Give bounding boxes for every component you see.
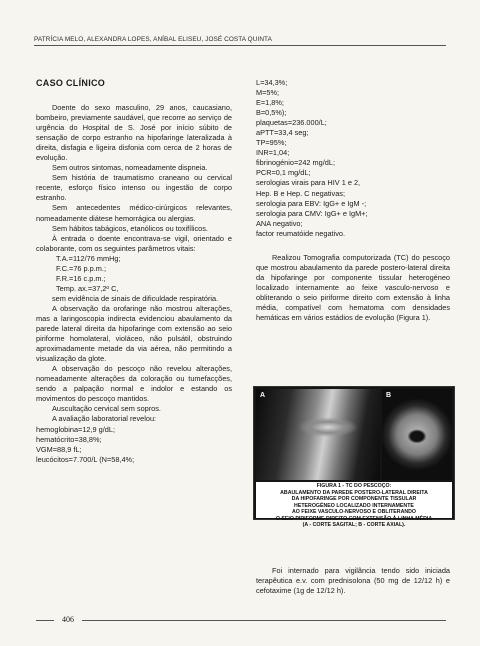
- lab-platelets: plaquetas=236.000/L;: [256, 118, 327, 128]
- paragraph-oropharynx: A observação da orofaringe não mostrou alterações, mas a laringoscopia indirecta evidenciou abaulamento da parede lateral direita da hipofaringe com extensão ao seio piriforme homolateral, violáceo, não pulsátil, obstruindo aproximadamente metade da via aérea, não permitindo a visualização da glote.: [36, 303, 232, 364]
- lab-hemoglobin: hemoglobina=12,9 g/dL;: [36, 424, 116, 434]
- lab-ebv-serology: serologia para EBV: IgG+ e IgM -;: [256, 198, 367, 208]
- right-column: [256, 78, 450, 323]
- panel-label-a: A: [260, 392, 266, 399]
- paragraph-antecedents: Sem antecedentes médico-cirúrgicos relevantes, nomeadamente diátese hemorrágica ou alergias.: [36, 203, 232, 223]
- paragraph-respiratory: sem evidência de sinais de dificuldade respiratória.: [52, 293, 219, 303]
- caption-line: DA HIPOFARINGE POR COMPONENTE TISSULAR: [291, 496, 417, 502]
- footer-rule: [36, 620, 54, 621]
- caption-line: FIGURA 1 - TC DO PESCOÇO:: [316, 483, 392, 489]
- ct-axial-image: [382, 389, 452, 480]
- panel-label-b: B: [386, 392, 392, 399]
- paragraph-ct: Realizou Tomografia computorizada (TC) do pescoço que mostrou abaulamento da parede postero-lateral direita da hipofaringe por componente tissular heterogéneo localizado internamente ao feixe vasculo-nervoso e obliterando o seio piriforme direito com extensão à linha média, compatível com hematoma com densidades hemáticas em vários estádios de evolução (Figura 1).: [256, 252, 450, 323]
- paragraph-no-trauma: Sem história de traumatismo craneano ou cervical recente, esforço físico intenso ou ingestão de corpo estranho.: [36, 173, 232, 203]
- vital-temp: Temp. ax.=37,2º C,: [56, 283, 119, 293]
- footer-rule: [82, 620, 446, 621]
- spacer: [256, 239, 450, 253]
- lab-basophils: B=0,5%);: [256, 108, 287, 118]
- lab-hepatitis: Hep. B e Hep. C negativas;: [256, 188, 345, 198]
- paragraph-habits: Sem hábitos tabágicos, etanólicos ou toxifílicos.: [52, 223, 208, 233]
- lab-monocytes: M=5%;: [256, 88, 280, 98]
- lab-vgm: VGM=88,9 fL;: [36, 444, 82, 454]
- section-title: CASO CLÍNICO: [36, 78, 106, 88]
- lab-hiv-serology: serologias virais para HIV 1 e 2,: [256, 178, 361, 188]
- paragraph-neck: A observação do pescoço não revelou alterações, nomeadamente alterações da coloração ou tumefacções, sendo a palpação normal e indolor e estando os movimentos do pescoço mantidos.: [36, 364, 232, 404]
- figure-caption: [256, 482, 452, 528]
- paragraph-admission: À entrada o doente encontrava-se vigil, orientado e colaborante, com os seguintes parâmetros vitais:: [36, 233, 232, 253]
- lab-rheumatoid-factor: factor reumatóide negativo.: [256, 228, 345, 238]
- lab-fibrinogen: fibrinogénio=242 mg/dL;: [256, 158, 336, 168]
- header-rule: [34, 45, 446, 46]
- lab-cmv-serology: serologia para CMV: IgG+ e IgM+;: [256, 208, 368, 218]
- vital-fc: F.C.=76 p.p.m.;: [56, 263, 106, 273]
- lab-lymphocytes: L=34,3%;: [256, 78, 288, 87]
- caption-line: AO FEIXE VASCULO-NERVOSO E OBLITERANDO: [291, 509, 417, 515]
- lab-pcr: PCR=0,1 mg/dL;: [256, 168, 311, 178]
- figure-ct-scan: [253, 386, 455, 528]
- caption-line: ABAULAMENTO DA PAREDE POSTERO-LATERAL DIREITA: [280, 489, 428, 496]
- page-number: 406: [62, 615, 74, 624]
- paragraph-treatment: Foi internado para vigilância tendo sido iniciada terapêutica e.v. com prednisolona (50 mg de 12/12 h) e cefotaxime (1g de 12/12 h).: [256, 566, 450, 596]
- lab-eosinophils: E=1,8%;: [256, 98, 284, 108]
- caption-line: O SEIO PIRIFORME DIREITO COM EXTENSÃO À LINHA MÉDIA: [275, 515, 433, 522]
- lab-tp: TP=95%;: [256, 138, 287, 148]
- vital-fr: F.R.=16 c.p.m.;: [56, 273, 106, 283]
- caption-line: HETEROGÉNEO LOCALIZADO INTERNAMENTE: [294, 502, 414, 509]
- lab-aptt: aPTT=33,4 seg;: [256, 128, 309, 138]
- lab-ana: ANA negativo;: [256, 218, 303, 228]
- lab-leukocytes: leucócitos=7.700/L (N=58,4%;: [36, 454, 135, 464]
- lab-inr: INR=1,04;: [256, 148, 290, 158]
- paragraph-presentation: Doente do sexo masculino, 29 anos, caucasiano, bombeiro, previamente saudável, que recorre ao serviço de urgência do Hospital de S. José por início súbito de sensação de corpo estranho na hipofaringe lateralizada à direita, disfagia e ligeira disfonia com cerca de 2 horas de evolução.: [36, 103, 232, 163]
- paragraph-auscultation: Auscultação cervical sem sopros.: [52, 404, 161, 414]
- lab-hematocrit: hematócrito=38,8%;: [36, 434, 102, 444]
- running-header: PATRÍCIA MELO, ALEXANDRA LOPES, ANÍBAL ELISEU, JOSÉ COSTA QUINTA: [34, 36, 272, 43]
- ct-sagital-image: [256, 389, 380, 480]
- paragraph-no-symptoms: Sem outros sintomas, nomeadamente dispneia.: [52, 163, 208, 173]
- vital-ta: T.A.=112/76 mmHg;: [56, 253, 121, 263]
- right-column-bottom: [256, 566, 450, 596]
- left-column: [36, 78, 232, 465]
- caption-line: (A - CORTE SAGITAL; B - CORTE AXIAL).: [302, 522, 406, 528]
- paragraph-lab-intro: A avaliação laboratorial revelou:: [52, 414, 157, 424]
